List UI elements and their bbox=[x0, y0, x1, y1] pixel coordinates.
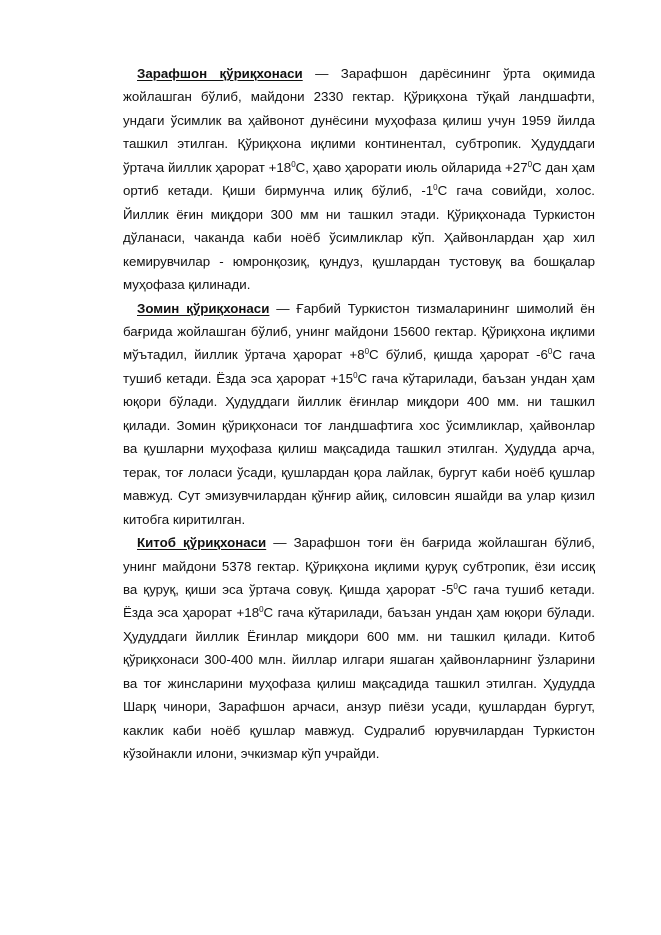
text-segment: — Зарафшон тоғи ён бағрида жойлашган бўлиб, унинг майдони 5378 гектар. Қўриқхона иқлими қуруқ субтропик, ёзи иссиқ ва қуруқ, қиши эса ўртача совуқ. Қишда ҳарорат -5 bbox=[123, 535, 596, 597]
text-segment: — Ғарбий Туркистон тизмаларининг шимолий ён бағрида жойлашган бўлиб, унинг майдони 15600 гектар. Қўриқхона иқлими мўътадил, йиллик ўртача ҳарорат +8 bbox=[123, 300, 595, 363]
degree-mark: 0 bbox=[364, 347, 370, 357]
text-segment: С, ҳаво ҳарорати июль ойларида +27 bbox=[295, 159, 528, 175]
degree-mark: 0 bbox=[547, 347, 553, 357]
text-segment: С гача тушиб кетади. Ёзда эса ҳарорат +15 bbox=[123, 347, 596, 386]
degree-mark: 0 bbox=[433, 183, 438, 193]
paragraph-kitob-reserve bbox=[123, 531, 595, 766]
text-segment: С гача совийди, холос. Йиллик ёғин миқдори 300 мм ни ташкил этади. Қўриқхонада Туркистон дўланаси, чаканда каби ноёб ўсимликлар кўп. Ҳайвонлардан ҳар хил кемирувчилар - юмронқозиқ, қундуз, қушлардан тустовуқ ва бошқалар муҳофаза қилинади. bbox=[123, 183, 595, 293]
text-segment: — Зарафшон дарёсининг ўрта оқимида жойлашган бўлиб, майдони 2330 гектар. Қўриқхона тўқай ландшафти, ундаги ўсимлик ва ҳайвонот дунёсини муҳофаза қилиш учун 1959 йилда ташкил этилган. Қўриқхона иқлими континентал, субтропик. Ҳудуддаги ўртача йиллик ҳарорат +18 bbox=[123, 66, 595, 175]
text-segment: С бўлиб, қишда ҳарорат -6 bbox=[369, 347, 548, 363]
degree-mark: 0 bbox=[453, 581, 458, 591]
degree-mark: 0 bbox=[291, 159, 296, 169]
paragraph-zarafshon-reserve bbox=[123, 62, 595, 297]
degree-mark: 0 bbox=[259, 605, 264, 615]
term-zarafshon-reserve: Зарафшон қўриқхонаси bbox=[137, 66, 303, 81]
degree-mark: 0 bbox=[353, 370, 358, 380]
degree-mark: 0 bbox=[527, 159, 533, 169]
text-segment: С гача тушиб кетади. Ёзда эса ҳарорат +18 bbox=[123, 581, 595, 621]
text-segment: С гача кўтарилади, баъзан ундан ҳам юқори бўлади. Ҳудуддаги йиллик Ёғинлар миқдори 600 мм. ни ташкил қилади. Китоб қўриқхонаси 300-400 млн. йиллар илгари яшаган ҳайвонларнинг ўзларини ва тоғ жинсларини муҳофаза қилиш мақсадида ташкил этилган. Ҳудудда Шарқ чинори, Зарафшон арчаси, анзур пиёзи усади, қушлардан бургут, каклик каби ноёб қушлар мавжуд. Судралиб юрувчилардан Туркистон кўзойнакли илони, эчкизмар кўп учрайди. bbox=[123, 605, 595, 762]
term-kitob-reserve: Китоб қўриқхонаси bbox=[137, 535, 267, 551]
document-page bbox=[123, 62, 595, 766]
paragraph-zomin-reserve bbox=[123, 297, 595, 532]
text-segment: С дан ҳам ортиб кетади. Қиши бирмунча илиқ бўлиб, -1 bbox=[123, 159, 595, 199]
term-zomin-reserve: Зомин қўриқхонаси bbox=[137, 300, 270, 316]
text-segment: С гача кўтарилади, баъзан ундан ҳам юқори бўлади. Ҳудуддаги йиллик ёғинлар миқдори 400 мм. ни ташкил қилади. Зомин қўриқхонаси тоғ ландшафтига хос ўсимликлар, ҳайвонлар ва қушларни муҳофаза қилиш мақсадида ташкил этилган. Ҳудудда арча, терак, тоғ лоласи ўсади, қушлардан қора лайлак, бургут каби ноёб қушлар мавжуд. Сут эмизувчилардан қўнғир айиқ, силовсин яшайди ва улар қизил китобга киритилган. bbox=[123, 370, 595, 527]
